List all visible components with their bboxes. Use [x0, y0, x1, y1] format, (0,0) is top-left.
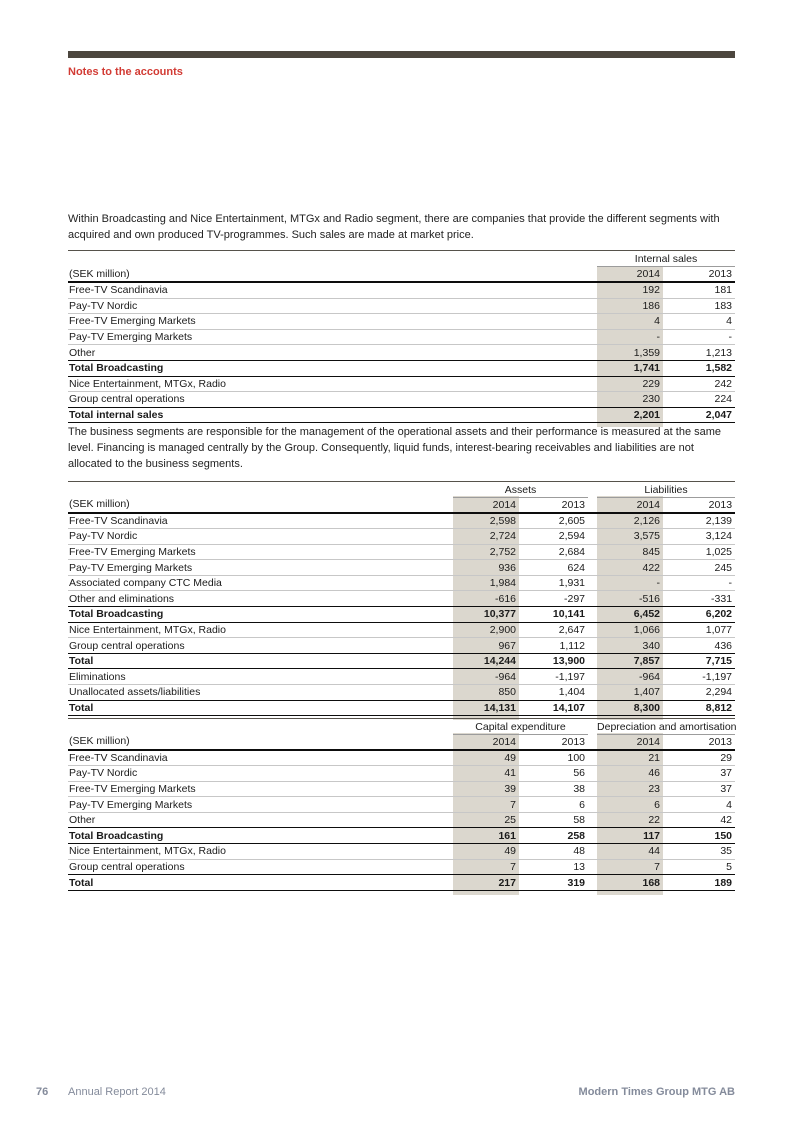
- value-cell: 183: [663, 298, 735, 314]
- value-cell: 4: [597, 314, 663, 330]
- value-cell: 1,112: [519, 638, 588, 654]
- group-gap: [588, 638, 597, 654]
- value-cell: 23: [597, 781, 663, 797]
- group-gap: [588, 734, 597, 750]
- sek-million-label: (SEK million): [69, 267, 130, 280]
- group-gap: [588, 591, 597, 607]
- value-cell: 2,201: [597, 407, 663, 423]
- value-cell: -297: [519, 591, 588, 607]
- group-gap: [588, 750, 597, 766]
- value-cell: 6: [519, 797, 588, 813]
- table-row: [68, 314, 735, 330]
- value-cell: 229: [597, 376, 663, 392]
- segments-assets-intro-paragraph: The business segments are responsible for the management of the operational assets and their performance is measured at the same level. Financing is managed centrally by the Group. Consequently, liquid funds, interest-bearing receivables and liabilities are not allocated to the business segments.: [68, 426, 722, 470]
- table-row: [68, 544, 735, 560]
- value-cell: 1,407: [597, 685, 663, 701]
- value-cell: 1,213: [663, 345, 735, 361]
- row-label-cell: Total: [68, 653, 453, 669]
- group-gap: [588, 844, 597, 860]
- group-gap: [588, 685, 597, 701]
- value-cell: 1,359: [597, 345, 663, 361]
- value-cell: 2,594: [519, 529, 588, 545]
- row-label-cell: Pay-TV Emerging Markets: [68, 560, 453, 576]
- value-cell: 58: [519, 812, 588, 828]
- value-cell: 168: [597, 875, 663, 891]
- footer-report-title: Annual Report 2014: [68, 1086, 166, 1098]
- row-label-cell: Associated company CTC Media: [68, 575, 453, 591]
- table-row: [68, 750, 735, 766]
- row-label-cell: Free-TV Scandinavia: [68, 513, 453, 529]
- table-row: [68, 669, 735, 685]
- sek-million-label: (SEK million): [69, 735, 130, 748]
- value-cell: 7: [453, 797, 519, 813]
- group-header-spacer: [68, 251, 597, 267]
- value-cell: 8,812: [663, 700, 735, 716]
- value-cell: 624: [519, 560, 588, 576]
- group-gap: [588, 544, 597, 560]
- value-cell: 46: [597, 766, 663, 782]
- value-cell: 8,300: [597, 700, 663, 716]
- year-header-cell: 2014: [636, 268, 660, 280]
- value-cell: -964: [597, 669, 663, 685]
- table-row: [68, 766, 735, 782]
- row-label-cell: Nice Entertainment, MTGx, Radio: [68, 376, 597, 392]
- table-row: [68, 859, 735, 875]
- group-gap: [588, 797, 597, 813]
- group-header-spacer: [68, 481, 453, 497]
- value-cell: 29: [663, 750, 735, 766]
- footer-company-name: Modern Times Group MTG AB: [578, 1086, 735, 1098]
- value-cell: 39: [453, 781, 519, 797]
- value-cell: 1,741: [597, 360, 663, 376]
- table-row: [68, 812, 735, 828]
- value-cell: 5: [663, 859, 735, 875]
- year-header-cell: 2014: [492, 735, 516, 748]
- value-cell: 2,900: [453, 622, 519, 638]
- value-cell: 13: [519, 859, 588, 875]
- table-row: [68, 797, 735, 813]
- table-row: [68, 781, 735, 797]
- table-row: [68, 875, 735, 891]
- row-label-cell: Pay-TV Nordic: [68, 529, 453, 545]
- value-cell: -: [597, 329, 663, 345]
- value-cell: 7,715: [663, 653, 735, 669]
- row-label-cell: Pay-TV Nordic: [68, 766, 453, 782]
- value-cell: 1,984: [453, 575, 519, 591]
- table-row: [68, 828, 735, 844]
- value-cell: 37: [663, 781, 735, 797]
- row-label-cell: Free-TV Emerging Markets: [68, 314, 597, 330]
- group-header-cell: Liabilities: [597, 481, 735, 497]
- value-cell: 2,724: [453, 529, 519, 545]
- value-cell: -1,197: [519, 669, 588, 685]
- group-gap: [588, 812, 597, 828]
- row-label-cell: Other: [68, 812, 453, 828]
- value-cell: -: [663, 575, 735, 591]
- value-cell: 2,139: [663, 513, 735, 529]
- value-cell: 14,107: [519, 700, 588, 716]
- value-cell: 2,047: [663, 407, 735, 423]
- value-cell: 49: [453, 750, 519, 766]
- table-row: [68, 529, 735, 545]
- group-gap: [588, 859, 597, 875]
- value-cell: 217: [453, 875, 519, 891]
- group-gap: [588, 781, 597, 797]
- group-gap: [588, 575, 597, 591]
- table-row: [68, 653, 735, 669]
- year-header-cell: 2013: [561, 735, 586, 748]
- value-cell: -616: [453, 591, 519, 607]
- value-cell: 189: [663, 875, 735, 891]
- value-cell: 422: [597, 560, 663, 576]
- group-gap: [588, 529, 597, 545]
- value-cell: 224: [663, 392, 735, 408]
- year-header-cell: 2013: [708, 735, 733, 748]
- value-cell: 245: [663, 560, 735, 576]
- value-cell: 967: [453, 638, 519, 654]
- row-label-cell: Group central operations: [68, 859, 453, 875]
- value-cell: 10,377: [453, 607, 519, 623]
- value-cell: -: [663, 329, 735, 345]
- row-label-cell: Total Broadcasting: [68, 607, 453, 623]
- value-cell: -516: [597, 591, 663, 607]
- table-row: [68, 638, 735, 654]
- row-label-cell: Nice Entertainment, MTGx, Radio: [68, 844, 453, 860]
- value-cell: 1,931: [519, 575, 588, 591]
- row-label-cell: Nice Entertainment, MTGx, Radio: [68, 622, 453, 638]
- table-row: [68, 844, 735, 860]
- group-header-cell: Internal sales: [597, 251, 735, 267]
- year-header-cell: 2013: [708, 268, 733, 280]
- value-cell: 186: [597, 298, 663, 314]
- table-row: [68, 591, 735, 607]
- internal-sales-table: [68, 250, 735, 423]
- group-gap: [588, 560, 597, 576]
- year-header-cell: 2013: [561, 498, 586, 511]
- value-cell: 7: [453, 859, 519, 875]
- section-title: Notes to the accounts: [68, 66, 183, 78]
- value-cell: 3,575: [597, 529, 663, 545]
- table-row: [68, 345, 735, 361]
- table-row: [68, 329, 735, 345]
- value-cell: 22: [597, 812, 663, 828]
- group-gap: [588, 766, 597, 782]
- group-header-spacer: [68, 718, 453, 734]
- value-cell: 100: [519, 750, 588, 766]
- table-row: [68, 407, 735, 423]
- value-cell: 117: [597, 828, 663, 844]
- table-row: [68, 607, 735, 623]
- value-cell: -331: [663, 591, 735, 607]
- capex-depreciation-grid: [68, 718, 735, 891]
- row-label-cell: Group central operations: [68, 638, 453, 654]
- group-gap: [588, 828, 597, 844]
- value-cell: 41: [453, 766, 519, 782]
- table-row: [68, 700, 735, 716]
- table-row: [68, 376, 735, 392]
- table-row: [68, 298, 735, 314]
- value-cell: 436: [663, 638, 735, 654]
- row-label-cell: Free-TV Emerging Markets: [68, 544, 453, 560]
- table-row: [68, 360, 735, 376]
- group-gap: [588, 607, 597, 623]
- row-label-cell: Unallocated assets/liabilities: [68, 685, 453, 701]
- row-label-cell: Other and eliminations: [68, 591, 453, 607]
- group-header-cell: Depreciation and amortisation: [597, 718, 735, 734]
- value-cell: 936: [453, 560, 519, 576]
- value-cell: 2,598: [453, 513, 519, 529]
- value-cell: 161: [453, 828, 519, 844]
- value-cell: 340: [597, 638, 663, 654]
- group-gap: [588, 513, 597, 529]
- value-cell: 850: [453, 685, 519, 701]
- group-gap: [588, 497, 597, 513]
- value-cell: 192: [597, 282, 663, 298]
- value-cell: 4: [663, 797, 735, 813]
- row-label-cell: Pay-TV Emerging Markets: [68, 329, 597, 345]
- table-row: [68, 513, 735, 529]
- row-label-cell: Pay-TV Emerging Markets: [68, 797, 453, 813]
- value-cell: 35: [663, 844, 735, 860]
- value-cell: 7,857: [597, 653, 663, 669]
- value-cell: 49: [453, 844, 519, 860]
- value-cell: 319: [519, 875, 588, 891]
- assets-liabilities-table: [68, 481, 735, 717]
- row-label-cell: Free-TV Emerging Markets: [68, 781, 453, 797]
- value-cell: 2,126: [597, 513, 663, 529]
- row-label-cell: Group central operations: [68, 392, 597, 408]
- value-cell: 7: [597, 859, 663, 875]
- year-header-cell: 2013: [708, 498, 733, 511]
- value-cell: 42: [663, 812, 735, 828]
- year-header-cell: 2014: [636, 735, 661, 748]
- value-cell: 845: [597, 544, 663, 560]
- value-cell: 230: [597, 392, 663, 408]
- group-gap: [588, 718, 597, 734]
- value-cell: 37: [663, 766, 735, 782]
- value-cell: 1,066: [597, 622, 663, 638]
- value-cell: 6,202: [663, 607, 735, 623]
- value-cell: 150: [663, 828, 735, 844]
- value-cell: 2,294: [663, 685, 735, 701]
- group-gap: [588, 622, 597, 638]
- row-label-cell: Total: [68, 700, 453, 716]
- value-cell: -1,197: [663, 669, 735, 685]
- table-row: [68, 622, 735, 638]
- group-header-cell: Assets: [453, 481, 588, 497]
- value-cell: 1,077: [663, 622, 735, 638]
- row-label-cell: Total Broadcasting: [68, 360, 597, 376]
- capex-depreciation-table: [68, 718, 735, 891]
- table-row: [68, 685, 735, 701]
- internal-sales-intro-paragraph: Within Broadcasting and Nice Entertainment, MTGx and Radio segment, there are companies that provide the different segments with acquired and own produced TV-programmes. Such sales are made at market price.: [68, 213, 720, 241]
- table-row: [68, 392, 735, 408]
- internal-sales-grid: [68, 250, 735, 423]
- value-cell: 2,605: [519, 513, 588, 529]
- row-label-cell: Other: [68, 345, 597, 361]
- value-cell: 38: [519, 781, 588, 797]
- value-cell: 48: [519, 844, 588, 860]
- value-cell: 2,647: [519, 622, 588, 638]
- value-cell: 2,752: [453, 544, 519, 560]
- value-cell: 181: [663, 282, 735, 298]
- group-gap: [588, 700, 597, 716]
- header-divider-bar: [68, 51, 735, 58]
- value-cell: 14,131: [453, 700, 519, 716]
- value-cell: 21: [597, 750, 663, 766]
- table-row: [68, 560, 735, 576]
- value-cell: -964: [453, 669, 519, 685]
- group-gap: [588, 481, 597, 497]
- group-gap: [588, 669, 597, 685]
- year-header-cell: 2014: [492, 498, 516, 511]
- value-cell: 3,124: [663, 529, 735, 545]
- value-cell: 1,025: [663, 544, 735, 560]
- value-cell: 6,452: [597, 607, 663, 623]
- row-label-cell: Total: [68, 875, 453, 891]
- value-cell: 242: [663, 376, 735, 392]
- value-cell: 1,582: [663, 360, 735, 376]
- row-label-cell: Eliminations: [68, 669, 453, 685]
- value-cell: 2,684: [519, 544, 588, 560]
- value-cell: 258: [519, 828, 588, 844]
- value-cell: 13,900: [519, 653, 588, 669]
- row-label-cell: Free-TV Scandinavia: [68, 750, 453, 766]
- year-header-cell: 2014: [636, 498, 661, 511]
- table-row: [68, 282, 735, 298]
- value-cell: 1,404: [519, 685, 588, 701]
- value-cell: 44: [597, 844, 663, 860]
- group-header-cell: Capital expenditure: [453, 718, 588, 734]
- row-label-cell: Free-TV Scandinavia: [68, 282, 597, 298]
- footer-page-number: 76: [36, 1086, 49, 1098]
- value-cell: -: [597, 575, 663, 591]
- group-gap: [588, 875, 597, 891]
- value-cell: 10,141: [519, 607, 588, 623]
- value-cell: 14,244: [453, 653, 519, 669]
- table-row: [68, 575, 735, 591]
- row-label-cell: Pay-TV Nordic: [68, 298, 597, 314]
- value-cell: 56: [519, 766, 588, 782]
- assets-liabilities-grid: [68, 481, 735, 717]
- group-gap: [588, 653, 597, 669]
- sek-million-label: (SEK million): [69, 498, 130, 511]
- value-cell: 4: [663, 314, 735, 330]
- row-label-cell: Total Broadcasting: [68, 828, 453, 844]
- row-label-cell: Total internal sales: [68, 407, 597, 423]
- value-cell: 25: [453, 812, 519, 828]
- value-cell: 6: [597, 797, 663, 813]
